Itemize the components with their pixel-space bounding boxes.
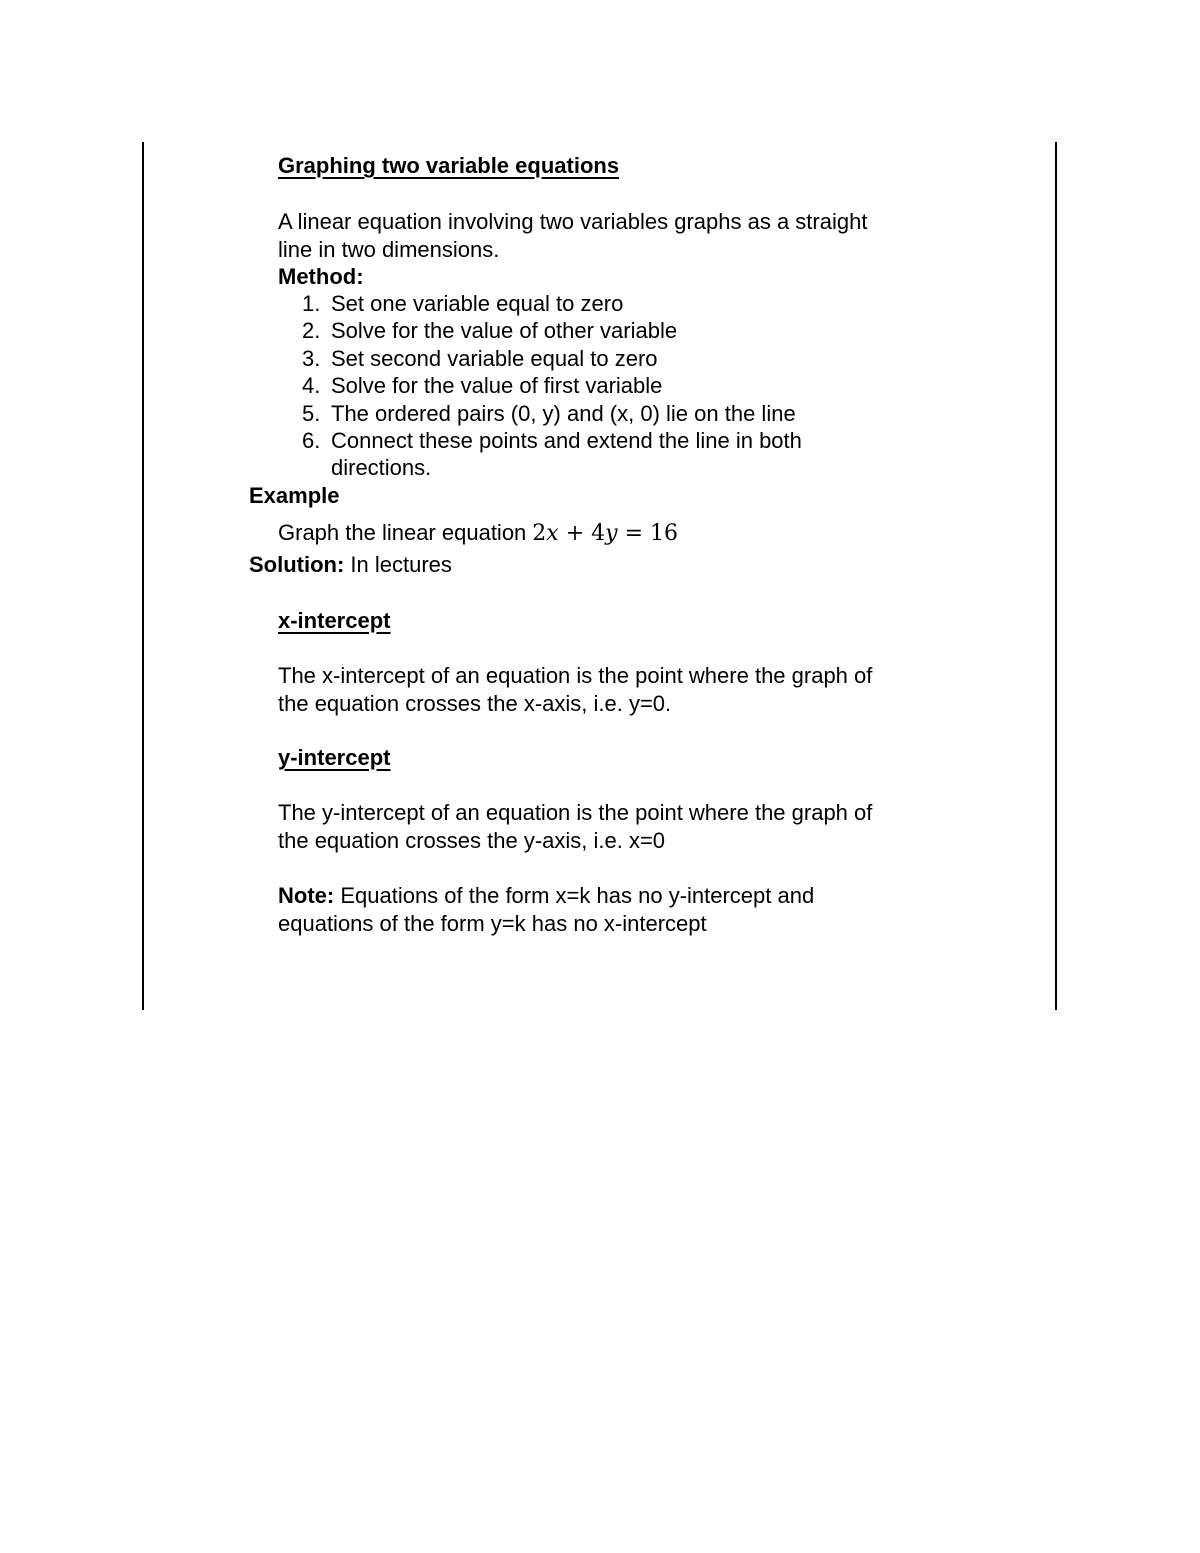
solution-line (249, 551, 452, 578)
method-step-text: Set second variable equal to zero (331, 345, 658, 371)
method-step-number: 6. (302, 428, 321, 454)
y-intercept-heading: y-intercept (278, 745, 391, 770)
note-text-line-1: Equations of the form x=k has no y-intercept and (334, 883, 815, 908)
method-step (302, 317, 802, 344)
y-intercept-text-line-2: the equation crosses the y-axis, i.e. x=0 (278, 828, 666, 853)
method-step-number: 3. (302, 345, 321, 371)
method-step (302, 427, 802, 454)
right-border-line (1055, 142, 1057, 1010)
equation-var-x: x (546, 521, 559, 546)
method-step-text: Solve for the value of first variable (331, 373, 663, 399)
solution-text: In lectures (344, 552, 452, 577)
method-step (302, 290, 802, 317)
intro-text-line-1: A linear equation involving two variables graphs as a straight (278, 209, 868, 234)
method-step-number: 2. (302, 318, 321, 344)
method-step (302, 345, 802, 372)
x-intercept-text-line-1: The x-intercept of an equation is the point where the graph of (278, 663, 873, 688)
note-line-1 (278, 882, 814, 909)
section-heading: Graphing two variable equations (278, 153, 620, 178)
method-step-number: 4. (302, 373, 321, 399)
method-step-text: Solve for the value of other variable (331, 318, 678, 344)
method-label: Method: (278, 264, 364, 289)
method-step-text: directions. (331, 455, 432, 481)
note-text-line-2: equations of the form y=k has no x-intercept (278, 911, 707, 936)
equation-var-y: y (605, 521, 618, 546)
example-label: Example (249, 483, 340, 508)
equation-rhs: 16 (650, 521, 678, 546)
x-intercept-heading: x-intercept (278, 608, 391, 633)
example-statement (278, 519, 678, 547)
method-step (302, 454, 802, 481)
method-step-number: 5. (302, 400, 321, 426)
equation-coef-1: 2 (532, 521, 547, 546)
method-steps-list (302, 290, 802, 482)
solution-label: Solution: (249, 552, 345, 577)
equation-plus: + (558, 521, 592, 546)
intro-text-line-2: line in two dimensions. (278, 237, 500, 262)
left-border-line (142, 142, 144, 1010)
method-step (302, 400, 802, 427)
x-intercept-text-line-2: the equation crosses the x-axis, i.e. y=0. (278, 691, 672, 716)
y-intercept-text-line-1: The y-intercept of an equation is the point where the graph of (278, 800, 873, 825)
method-step-text: Set one variable equal to zero (331, 291, 624, 316)
method-step-number: 1. (302, 291, 321, 316)
equation-equals: = (617, 521, 650, 546)
linear-equation (532, 521, 678, 546)
method-step-text: The ordered pairs (0, y) and (x, 0) lie on the line (331, 400, 796, 426)
equation-coef-2: 4 (591, 521, 606, 546)
method-step (302, 372, 802, 399)
method-step-text: Connect these points and extend the line in both (331, 428, 802, 454)
example-text: Graph the linear equation (278, 520, 527, 545)
note-label: Note: (278, 883, 335, 908)
